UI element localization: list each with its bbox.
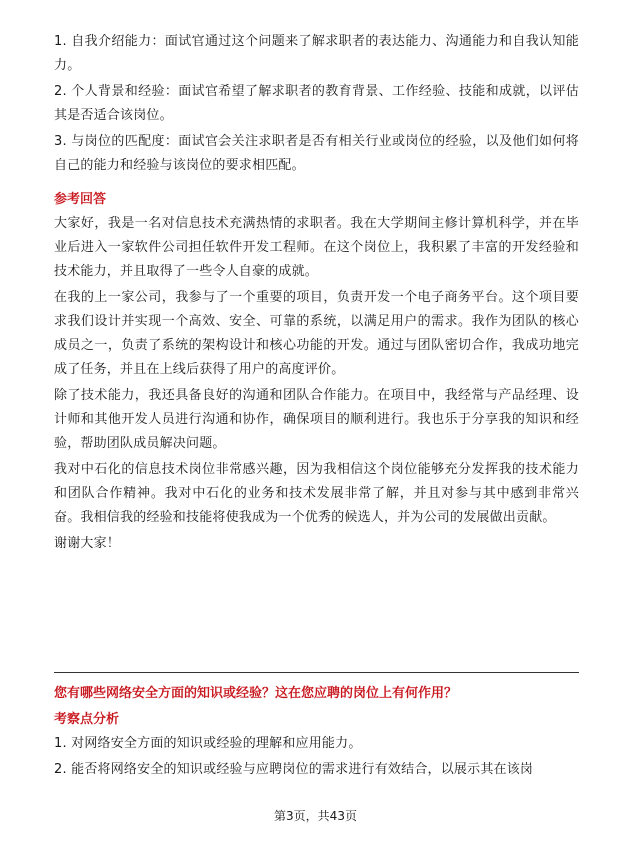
answer-paragraph-2: 在我的上一家公司，我参与了一个重要的项目，负责开发一个电子商务平台。这个项目要求我们设计并实现一个高效、安全、可靠的系统，以满足用户的需求。我作为团队的核心成员之一，负责了系统的架构设计和核心功能的开发。通过与团队密切合作，我成功地完成了任务，并且在上线后获得了用户的高度评价。: [54, 290, 579, 377]
document-body: [54, 30, 579, 556]
question-point-1: 1. 对网络安全方面的知识或经验的理解和应用能力。: [54, 736, 362, 751]
page-number: 第3页，共43页: [274, 809, 357, 823]
answer-paragraph-3: 除了技术能力，我还具备良好的沟通和团队合作能力。在项目中，我经常与产品经理、设计师和其他开发人员进行沟通和协作，确保项目的顺利进行。我也乐于分享我的知识和经验，帮助团队成员解决问题。: [54, 388, 579, 451]
analysis-heading: 考察点分析: [54, 712, 120, 727]
answer-paragraph-4: 我对中石化的信息技术岗位非常感兴趣，因为我相信这个岗位能够充分发挥我的技术能力和团队合作精神。我对中石化的业务和技术发展非常了解，并且对参与其中感到非常兴奋。我相信我的经验和技能将使我成为一个优秀的候选人，并为公司的发展做出贡献。: [54, 462, 579, 525]
answer-paragraph-1: 大家好，我是一名对信息技术充满热情的求职者。我在大学期间主修计算机科学，并在毕业后进入一家软件公司担任软件开发工程师。在这个岗位上，我积累了丰富的开发经验和技术能力，并且取得了一些令人自豪的成就。: [54, 216, 579, 279]
reference-answer-heading: 参考回答: [54, 192, 107, 207]
analysis-point-2: 2. 个人背景和经验：面试官希望了解求职者的教育背景、工作经验、技能和成就，以评估其是否适合该岗位。: [54, 84, 579, 123]
section-divider: [54, 672, 579, 673]
next-question-section: [54, 682, 579, 782]
analysis-point-3: 3. 与岗位的匹配度：面试官会关注求职者是否有相关行业或岗位的经验，以及他们如何将自己的能力和经验与该岗位的要求相匹配。: [54, 134, 579, 173]
answer-closing: 谢谢大家！: [54, 536, 121, 551]
analysis-point-1: 1. 自我介绍能力：面试官通过这个问题来了解求职者的表达能力、沟通能力和自我认知能力。: [54, 34, 579, 73]
question-title: 您有哪些网络安全方面的知识或经验？这在您应聘的岗位上有何作用？: [54, 686, 458, 701]
question-point-2: 2. 能否将网络安全的知识或经验与应聘岗位的需求进行有效结合，以展示其在该岗: [54, 762, 534, 777]
